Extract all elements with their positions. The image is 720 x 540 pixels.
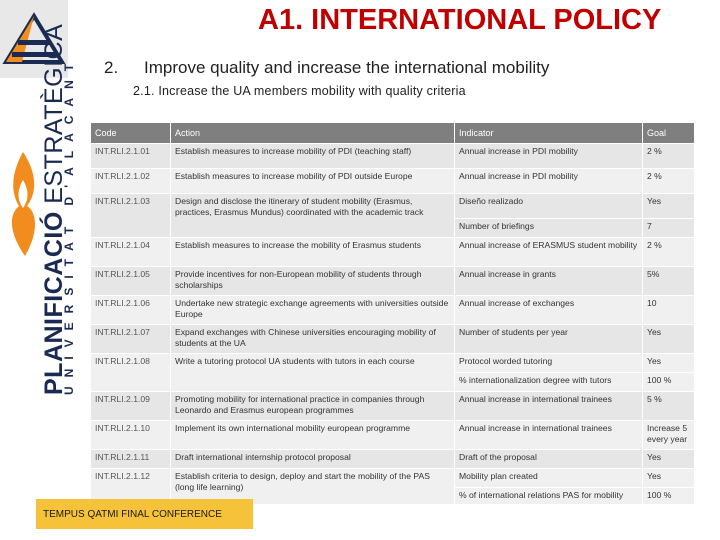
- cell-indicator: Diseño realizado: [455, 194, 643, 219]
- cell-code: INT.RLI.2.1.05: [91, 267, 171, 296]
- cell-goal: 7: [643, 219, 695, 238]
- table-row: [91, 469, 695, 488]
- cell-action: Establish measures to increase mobility of PDI outside Europe: [171, 169, 455, 194]
- brand-line1-rest: ESTRATÈGICA: [40, 23, 68, 212]
- cell-action: Establish measures to increase mobility of PDI (teaching staff): [171, 144, 455, 169]
- cell-goal: 10: [643, 296, 695, 325]
- sub-objective: 2.1. Increase the UA members mobility with quality criteria: [133, 84, 466, 98]
- objective-point: [104, 58, 549, 78]
- cell-goal: Yes: [643, 469, 695, 488]
- table-row: [91, 194, 695, 219]
- cell-action: Design and disclose the itinerary of student mobility (Erasmus, practices, Erasmus Mundus) coordinated with the academic track: [171, 194, 455, 238]
- cell-goal: Yes: [643, 354, 695, 373]
- cell-indicator: Annual increase in PDI mobility: [455, 144, 643, 169]
- header-indicator: Indicator: [455, 123, 643, 144]
- table-row: [91, 144, 695, 169]
- cell-action: Implement its own international mobility european programme: [171, 421, 455, 450]
- table-row: [91, 354, 695, 373]
- cell-indicator: Annual increase in international trainees: [455, 421, 643, 450]
- cell-action: Write a tutoring protocol UA students with tutors in each course: [171, 354, 455, 392]
- table-row: [91, 169, 695, 194]
- cell-action: Promoting mobility for international practice in companies through Leonardo and Erasmus european programmes: [171, 392, 455, 421]
- cell-code: INT.RLI.2.1.07: [91, 325, 171, 354]
- cell-goal: 2 %: [643, 238, 695, 267]
- flame-emblem-icon: [3, 150, 43, 260]
- header-goal: Goal: [643, 123, 695, 144]
- cell-code: INT.RLI.2.1.06: [91, 296, 171, 325]
- objective-text: Improve quality and increase the international mobility: [144, 58, 550, 77]
- cell-action: Establish measures to increase the mobility of Erasmus students: [171, 238, 455, 267]
- cell-indicator: Mobility plan created: [455, 469, 643, 488]
- cell-code: INT.RLI.2.1.08: [91, 354, 171, 392]
- cell-goal: 100 %: [643, 373, 695, 392]
- cell-code: INT.RLI.2.1.01: [91, 144, 171, 169]
- table-row: [91, 450, 695, 469]
- cell-code: INT.RLI.2.1.11: [91, 450, 171, 469]
- cell-indicator: Annual increase in PDI mobility: [455, 169, 643, 194]
- cell-action: Expand exchanges with Chinese universities encouraging mobility of students at the UA: [171, 325, 455, 354]
- table-row: [91, 267, 695, 296]
- table-row: [91, 392, 695, 421]
- cell-indicator: Number of students per year: [455, 325, 643, 354]
- conference-footer-label: TEMPUS QATMI FINAL CONFERENCE: [36, 499, 253, 529]
- table-header-row: [91, 123, 695, 144]
- cell-goal: Yes: [643, 325, 695, 354]
- header-code: Code: [91, 123, 171, 144]
- objective-number: 2.: [104, 58, 119, 77]
- cell-goal: 100 %: [643, 488, 695, 505]
- cell-action: Establish criteria to design, deploy and start the mobility of the PAS (long life learning): [171, 469, 455, 505]
- cell-indicator: Annual increase in grants: [455, 267, 643, 296]
- cell-goal: Yes: [643, 194, 695, 219]
- cell-goal: 2 %: [643, 144, 695, 169]
- brand-sidebar: [0, 0, 80, 540]
- table-row: [91, 238, 695, 267]
- actions-table: [90, 122, 695, 505]
- cell-code: INT.RLI.2.1.02: [91, 169, 171, 194]
- table-row: [91, 296, 695, 325]
- brand-vertical-subtitle: UNIVERSITAT D'ALACANT: [62, 54, 76, 395]
- cell-code: INT.RLI.2.1.10: [91, 421, 171, 450]
- cell-goal: 2 %: [643, 169, 695, 194]
- cell-action: Undertake new strategic exchange agreements with universities outside Europe: [171, 296, 455, 325]
- cell-code: INT.RLI.2.1.03: [91, 194, 171, 238]
- table-row: [91, 325, 695, 354]
- cell-goal: Increase 5 every year: [643, 421, 695, 450]
- table-row: [91, 421, 695, 450]
- cell-indicator: Annual increase in international trainees: [455, 392, 643, 421]
- actions-table-wrapper: [90, 122, 694, 512]
- cell-indicator: % internationalization degree with tutors: [455, 373, 643, 392]
- cell-action: Provide incentives for non-European mobility of students through scholarships: [171, 267, 455, 296]
- brand-line1-bold: PLANIFICACIÓ: [40, 211, 68, 395]
- cell-action: Draft international internship protocol proposal: [171, 450, 455, 469]
- header-action: Action: [171, 123, 455, 144]
- cell-goal: 5 %: [643, 392, 695, 421]
- cell-goal: Yes: [643, 450, 695, 469]
- cell-code: INT.RLI.2.1.12: [91, 469, 171, 505]
- cell-indicator: Draft of the proposal: [455, 450, 643, 469]
- cell-code: INT.RLI.2.1.09: [91, 392, 171, 421]
- page-title: A1. INTERNATIONAL POLICY: [258, 4, 662, 36]
- cell-code: INT.RLI.2.1.04: [91, 238, 171, 267]
- cell-indicator: Number of briefings: [455, 219, 643, 238]
- cell-indicator: % of international relations PAS for mobility: [455, 488, 643, 505]
- cell-indicator: Annual increase of exchanges: [455, 296, 643, 325]
- cell-indicator: Annual increase of ERASMUS student mobility: [455, 238, 643, 267]
- cell-indicator: Protocol worded tutoring: [455, 354, 643, 373]
- cell-goal: 5%: [643, 267, 695, 296]
